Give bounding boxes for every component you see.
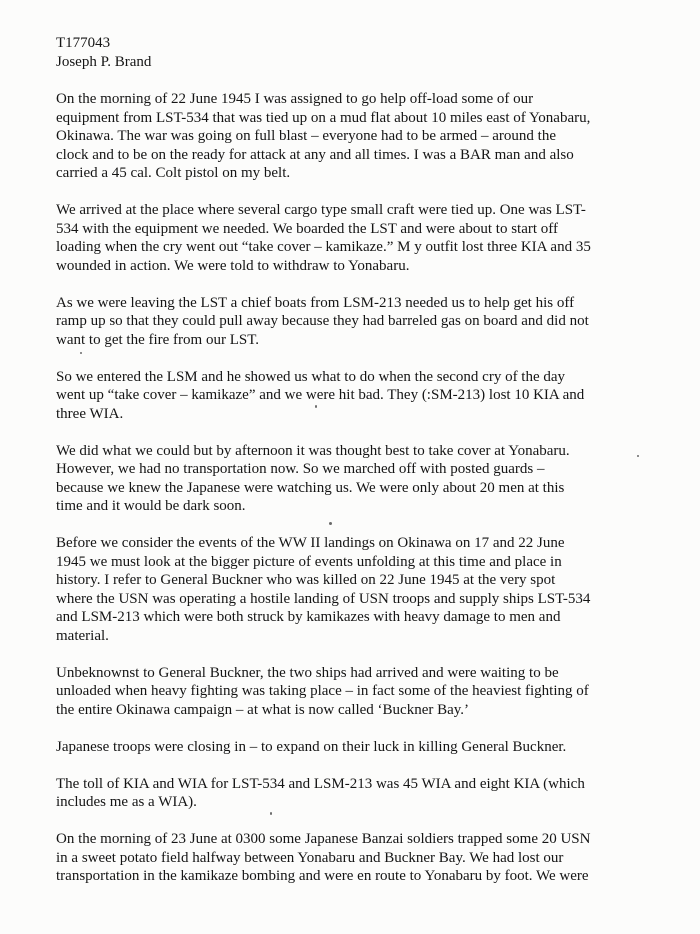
text-line: transportation in the kamikaze bombing and were en route to Yonabaru by foot. We were — [56, 868, 589, 884]
paragraph-4 — [56, 368, 660, 424]
text-line: 1945 we must look at the bigger picture of events unfolding at this time and place in — [56, 553, 562, 570]
text-line: loading when the cry went out “take cover – kamikaze.” M y outfit lost three KIA and 35 — [56, 239, 591, 255]
text-line: where the USN was operating a hostile landing of USN troops and supply ships LST-534 — [56, 590, 591, 607]
text-line: wounded in action. We were told to withdraw to Yonabaru. — [56, 257, 410, 274]
scan-speck — [315, 405, 317, 408]
text-line: We did what we could but by afternoon it was thought best to take cover at Yonabaru. — [56, 442, 570, 459]
text-line: want to get the fire from our LST. — [56, 331, 259, 348]
text-line: Okinawa. The war was going on full blast – everyone had to be armed – around the — [56, 128, 556, 144]
text-line: unloaded when heavy fighting was taking place – in fact some of the heaviest fighting of — [56, 683, 589, 699]
text-line: Before we consider the events of the WW II landings on Okinawa on 17 and 22 June — [56, 535, 565, 551]
text-line: On the morning of 23 June at 0300 some Japanese Banzai soldiers trapped some 20 USN — [56, 831, 591, 847]
text-line: went up “take cover – kamikaze” and we were hit bad. They (:SM-213) lost 10 KIA and — [56, 387, 585, 403]
author-name: Joseph P. Brand — [56, 53, 152, 70]
text-line: the entire Okinawa campaign – at what is now called ‘Buckner Bay.’ — [56, 701, 470, 718]
document-id: T177043 — [56, 35, 111, 51]
text-line: includes me as a WIA). — [56, 794, 197, 810]
text-line: The toll of KIA and WIA for LST-534 and LSM-213 was 45 WIA and eight KIA (which — [56, 775, 585, 792]
text-line: We arrived at the place where several cargo type small craft were tied up. One was LST- — [56, 202, 586, 218]
text-line: because we knew the Japanese were watching us. We were only about 20 men at this — [56, 479, 565, 496]
scan-speck — [80, 352, 82, 354]
text-line: 534 with the equipment we needed. We boarded the LST and were about to start off — [56, 220, 558, 237]
paragraph-8 — [56, 738, 660, 757]
paragraph-6 — [56, 534, 660, 645]
scan-speck — [270, 812, 272, 815]
scan-speck — [329, 522, 332, 525]
text-line: As we were leaving the LST a chief boats from LSM-213 needed us to help get his off — [56, 294, 575, 311]
text-line: So we entered the LSM and he showed us what to do when the second cry of the day — [56, 368, 566, 385]
paragraph-3 — [56, 294, 660, 350]
text-line: On the morning of 22 June 1945 I was assigned to go help off-load some of our — [56, 91, 534, 107]
paragraph-5 — [56, 442, 660, 516]
paragraph-7 — [56, 664, 660, 720]
text-line: history. I refer to General Buckner who was killed on 22 June 1945 at the very spot — [56, 572, 556, 588]
text-line: time and it would be dark soon. — [56, 498, 246, 514]
text-line: Unbeknownst to General Buckner, the two ships had arrived and were waiting to be — [56, 664, 559, 681]
text-line: ramp up so that they could pull away because they had barreled gas on board and did not — [56, 313, 589, 329]
text-line: Japanese troops were closing in – to expand on their luck in killing General Buckner. — [56, 738, 567, 755]
paragraph-9 — [56, 775, 660, 812]
paragraph-2 — [56, 201, 660, 275]
document-header — [56, 34, 660, 71]
text-line: However, we had no transportation now. So we marched off with posted guards – — [56, 461, 545, 477]
paragraph-10 — [56, 830, 660, 886]
text-line: in a sweet potato field halfway between Yonabaru and Buckner Bay. We had lost our — [56, 849, 564, 866]
paragraph-1 — [56, 90, 660, 183]
text-line: equipment from LST-534 that was tied up on a mud flat about 10 miles east of Yonabaru, — [56, 109, 591, 126]
text-line: and LSM-213 which were both struck by kamikazes with heavy damage to men and — [56, 609, 561, 625]
text-line: clock and to be on the ready for attack at any and all times. I was a BAR man and also — [56, 146, 574, 163]
scan-speck — [637, 455, 639, 457]
document-body — [56, 90, 660, 886]
text-line: carried a 45 cal. Colt pistol on my belt. — [56, 165, 291, 181]
text-line: three WIA. — [56, 405, 124, 422]
text-line: material. — [56, 627, 109, 644]
